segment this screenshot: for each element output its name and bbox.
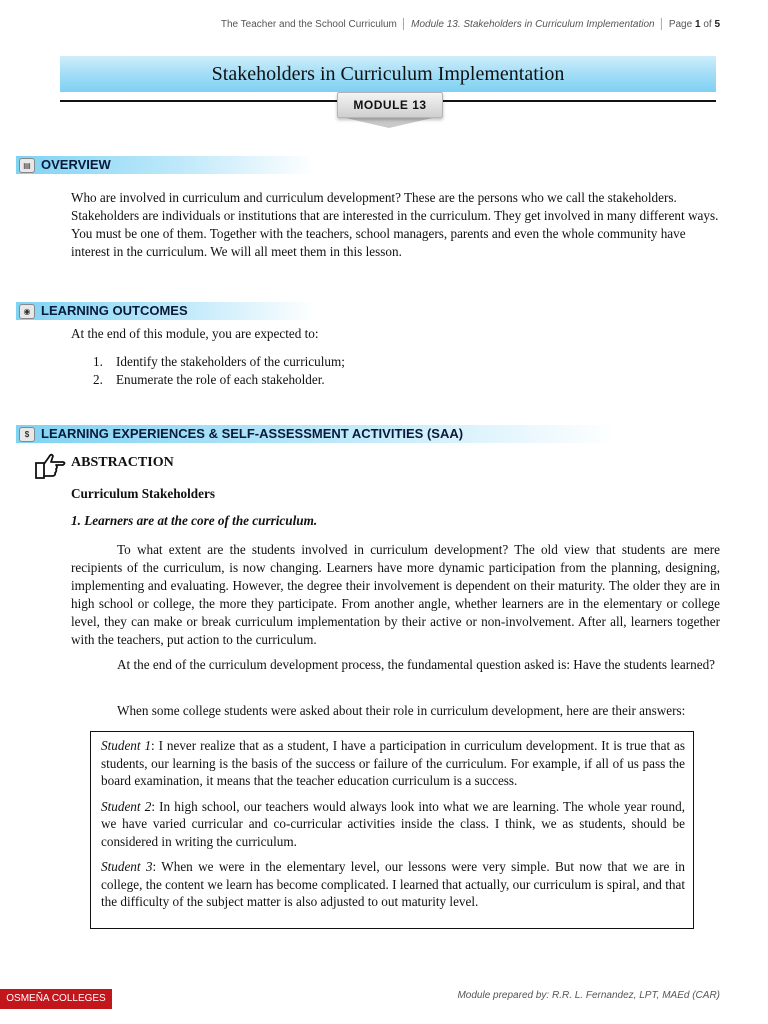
overview-heading: ▤ OVERVIEW (16, 156, 316, 174)
author-credit: Module prepared by: R.R. L. Fernandez, LPT, MAEd (CAR) (457, 990, 720, 1001)
overview-text: Who are involved in curriculum and curriculum development? These are the persons who we call the stakeholders. Stakeholders are individuals or institutions that are interested in the curriculum. They get involved in many different ways. You must be one of them. Together with the teachers, school managers, parents and even the whole community have interest in the curriculum. We will all meet them in this lesson. (71, 190, 719, 259)
abstraction-heading: ABSTRACTION (71, 455, 174, 470)
outcome-item: 1. Identify the stakeholders of the curriculum; (93, 354, 345, 369)
page-title: Stakeholders in Curriculum Implementation (60, 56, 716, 92)
page-current: 1 (694, 19, 701, 30)
page-of: of (703, 19, 712, 30)
pointing-hand-icon (34, 451, 66, 481)
point-learners: 1. Learners are at the core of the curriculum. (71, 513, 318, 528)
running-header: The Teacher and the School Curriculum │ Module 13. Stakeholders in Curriculum Implementation │ Page 1 of 5 (220, 19, 720, 30)
student-answers-intro: When some college students were asked about their role in curriculum development, here are their answers: (117, 703, 686, 718)
institution-badge: OSMEÑA COLLEGES (0, 989, 112, 1009)
curriculum-stakeholders-subheading: Curriculum Stakeholders (71, 486, 215, 501)
book-icon: ▤ (19, 158, 35, 173)
page-label: Page (668, 19, 693, 30)
learning-outcomes-heading: ◉ LEARNING OUTCOMES (16, 302, 316, 320)
module-reference: Module 13. Stakeholders in Curriculum Implementation (411, 19, 655, 30)
student-quote: Student 3: When we were in the elementary level, our lessons were very simple. But now that we are in college, the content we learn has become complicated. I learned that actually, our curriculum is spiral, and that the difficulty of the subject matter is also adjusted to out maturity level. (101, 859, 685, 909)
student-quotes-box (90, 731, 694, 929)
coin-icon: $ (19, 427, 35, 442)
learning-experiences-heading: $ LEARNING EXPERIENCES & SELF-ASSESSMENT ACTIVITIES (SAA) (16, 425, 616, 443)
outcome-item: 2. Enumerate the role of each stakeholder. (93, 372, 325, 387)
outcomes-intro: At the end of this module, you are expected to: (71, 326, 319, 341)
student-quote: Student 2: In high school, our teachers would always look into what we are learning. The whole year round, we have varied curricular and co-curricular activities inside the class. I think, we as students, should be considered in writing the curriculum. (101, 798, 685, 849)
course-title: The Teacher and the School Curriculum (220, 19, 397, 30)
module-tag: MODULE 13 (337, 92, 443, 118)
page-total: 5 (714, 19, 720, 30)
target-icon: ◉ (19, 304, 35, 319)
student-quote: Student 1: I never realize that as a student, I have a participation in curriculum development. It is true that as students, our learning is the basis of the success or failure of the curriculum. For example, if all of us pass the board examination, it means that the teacher education curriculum is a success. (101, 738, 685, 788)
fundamental-question-paragraph: At the end of the curriculum development process, the fundamental question asked is: Have the students learned? (117, 657, 716, 672)
learners-paragraph: To what extent are the students involved in curriculum development? The old view that students are mere recipients of the curriculum, is now changing. Learners have more dynamic participation from the planning, designing, implementing and evaluating. However, the degree their involvement is dependent on their maturity. The older they are in high school or college, the more they participate. From another angle, whether learners are in the elementary or college level, they can make or break curriculum implementation by their active or non-involvement. After all, learners together with the teachers, put action to the curriculum. (71, 542, 720, 647)
